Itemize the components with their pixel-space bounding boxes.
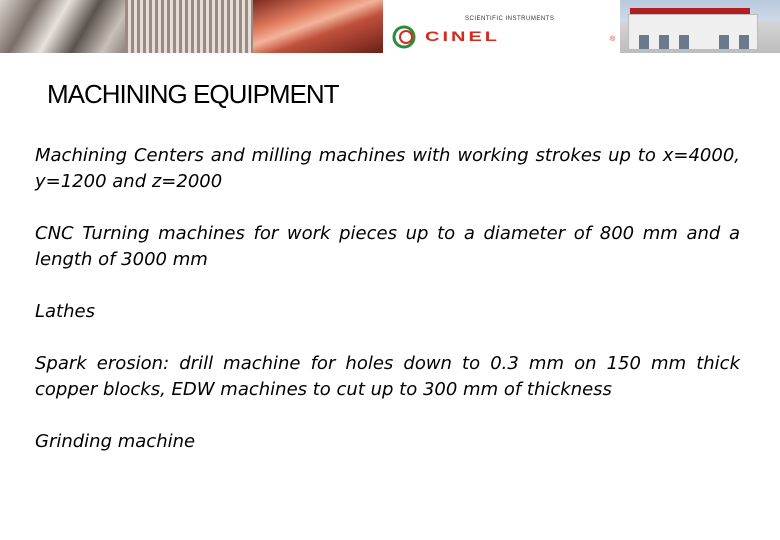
coil-photo — [125, 0, 253, 53]
copper-photo — [253, 0, 383, 53]
list-item: CNC Turning machines for work pieces up to a diameter of 800 mm and a length of 3000 mm — [35, 223, 740, 270]
registered-mark: ® — [610, 36, 616, 43]
logo-swoosh-icon — [390, 24, 420, 50]
factory-building-photo — [620, 0, 780, 53]
company-tagline: SCIENTIFIC INSTRUMENTS — [465, 16, 555, 22]
company-logo-wordmark: CINEL — [425, 29, 500, 45]
page-title: MACHINING EQUIPMENT — [47, 79, 339, 109]
list-item: Machining Centers and milling machines with working strokes up to x=4000, y=1200 and z=2000 — [35, 145, 740, 192]
list-item: Grinding machine — [35, 431, 196, 452]
list-item: Spark erosion: drill machine for holes down to 0.3 mm on 150 mm thick copper blocks, EDW machines to cut up to 300 mm of thickness — [35, 353, 740, 400]
equipment-list — [35, 143, 740, 481]
list-item: Lathes — [35, 301, 95, 322]
header-banner — [0, 0, 780, 53]
machinery-photo — [0, 0, 125, 53]
